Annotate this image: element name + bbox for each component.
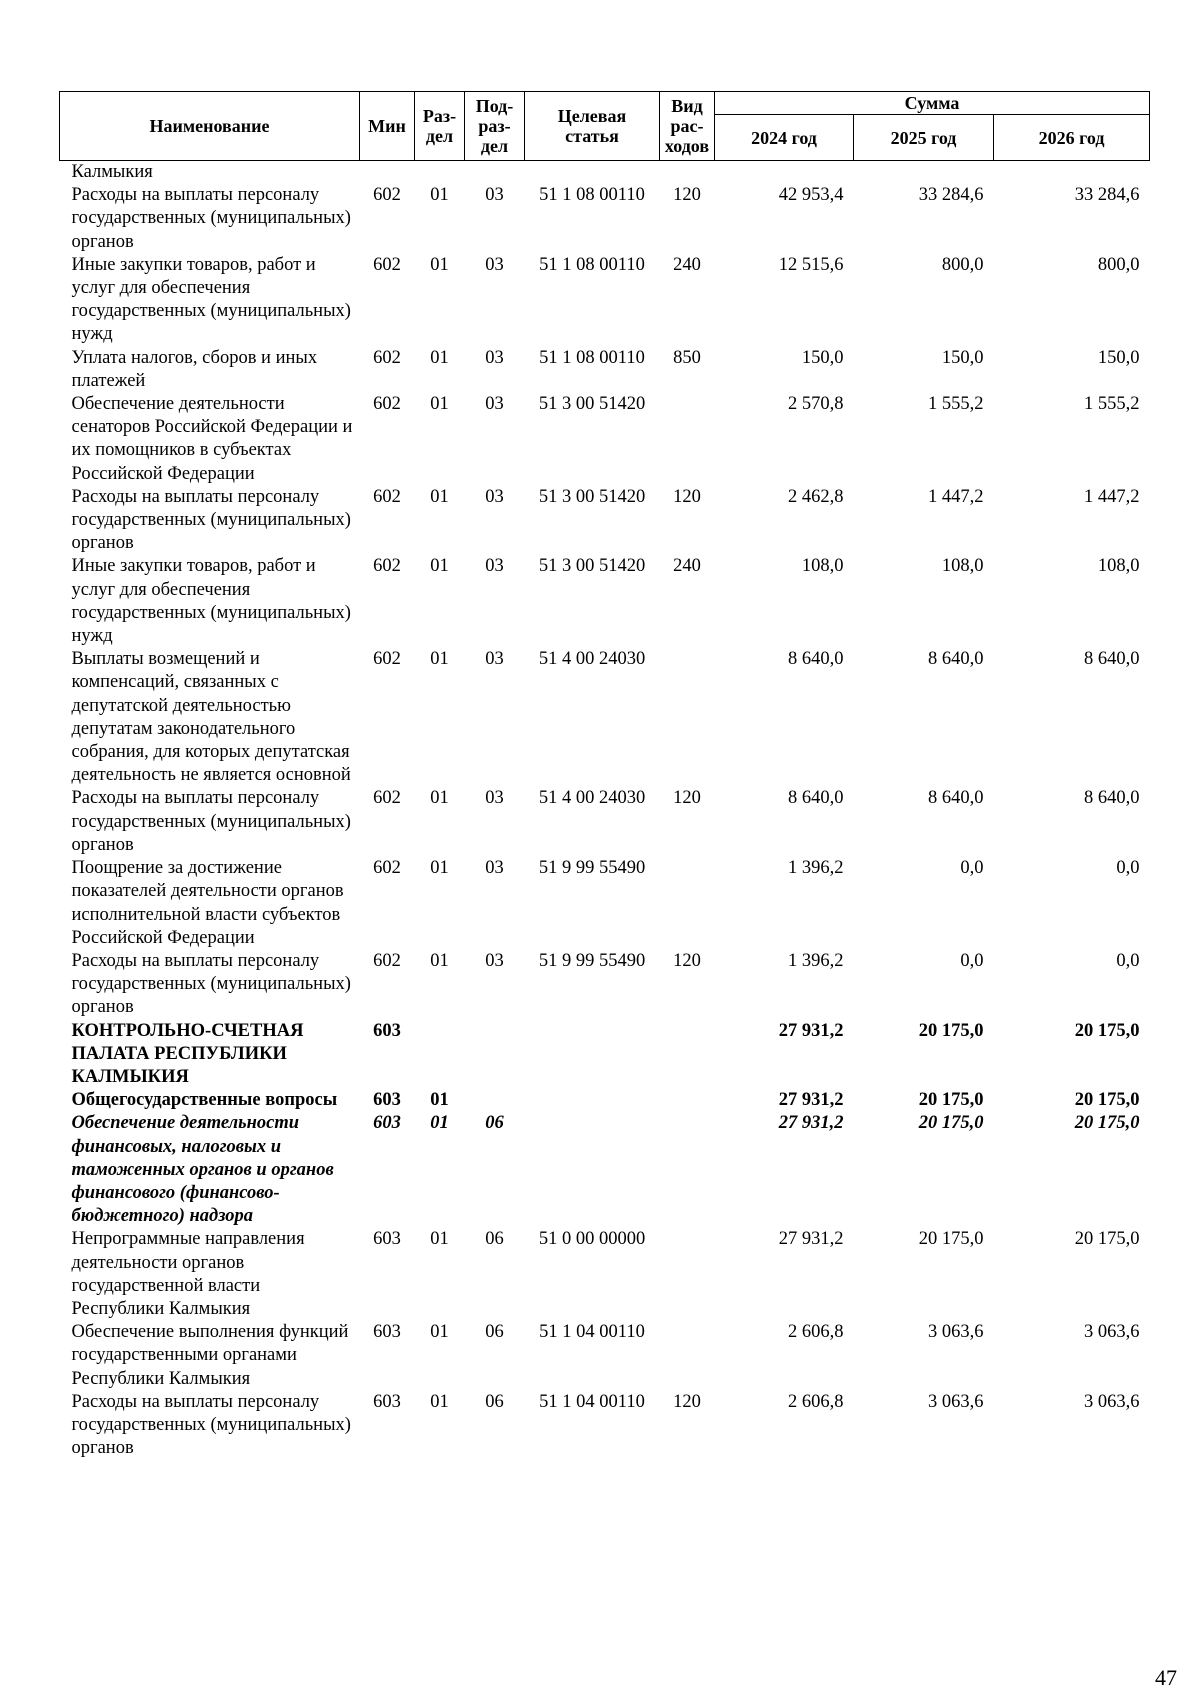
row-sum-2024: 2 462,8	[788, 486, 844, 507]
row-celevaya-statya: 51 3 00 51420	[538, 556, 646, 577]
table-row	[60, 950, 1150, 1020]
row-name: Расходы на выплаты персоналу государственных (муниципальных) органов	[71, 788, 351, 855]
row-name: Иные закупки товаров, работ и услуг для обеспечения государственных (муниципальных) нужд	[71, 556, 351, 647]
row-vid-raskhodov	[660, 1228, 715, 1321]
row-sum-2026: 1 555,2	[1084, 394, 1140, 415]
row-sum-2026: 20 175,0	[1074, 1229, 1140, 1250]
row-vid-raskhodov: 240	[673, 556, 701, 577]
table-row	[60, 787, 1150, 857]
row-sum-2025: 800,0	[941, 254, 984, 275]
row-sum-2024: 27 931,2	[778, 1229, 844, 1250]
row-razdel: 01	[430, 858, 449, 879]
row-sum-2024: 8 640,0	[788, 649, 844, 670]
header-podrazdel: Под- раз- дел	[465, 92, 525, 161]
row-celevaya-statya: 51 4 00 24030	[538, 649, 646, 670]
header-name: Наименование	[60, 92, 360, 161]
row-name: Расходы на выплаты персоналу государственных (муниципальных) органов	[71, 486, 351, 554]
row-vid-raskhodov	[660, 857, 715, 950]
table-row	[60, 254, 1150, 347]
row-sum-2024: 27 931,2	[778, 1113, 844, 1134]
row-min: 603	[373, 1229, 401, 1250]
row-sum-2026: 8 640,0	[1084, 788, 1140, 809]
row-celevaya-statya: 51 1 08 00110	[539, 347, 645, 368]
table-row	[60, 1321, 1150, 1391]
row-podrazdel: 06	[485, 1391, 504, 1412]
row-sum-2026: 0,0	[1116, 858, 1140, 879]
row-min: 602	[373, 858, 401, 879]
row-sum-2024	[715, 161, 854, 185]
row-sum-2024: 27 931,2	[778, 1090, 844, 1111]
row-min: 603	[373, 1322, 401, 1343]
row-celevaya-statya: 51 1 04 00110	[539, 1391, 645, 1412]
row-vid-raskhodov	[660, 1089, 715, 1112]
table-row	[60, 555, 1150, 648]
row-sum-2026: 3 063,6	[1084, 1391, 1140, 1412]
row-razdel: 01	[430, 394, 449, 415]
row-sum-2025: 8 640,0	[928, 649, 984, 670]
row-sum-2025: 33 284,6	[918, 185, 984, 206]
row-celevaya-statya: 51 1 08 00110	[539, 254, 645, 275]
header-vid-raskhodov: Вид рас- ходов	[660, 92, 715, 161]
row-podrazdel: 03	[485, 185, 504, 206]
row-vid-raskhodov	[660, 1112, 715, 1228]
row-razdel: 01	[430, 486, 449, 507]
header-razdel: Раз- дел	[415, 92, 465, 161]
row-celevaya-statya: 51 4 00 24030	[538, 788, 646, 809]
row-min: 602	[373, 185, 401, 206]
row-podrazdel: 03	[485, 858, 504, 879]
row-razdel: 01	[430, 347, 449, 368]
row-sum-2026: 1 447,2	[1084, 486, 1140, 507]
row-sum-2025: 150,0	[941, 347, 984, 368]
row-sum-2025: 20 175,0	[918, 1113, 984, 1134]
row-min: 602	[373, 254, 401, 275]
row-sum-2024: 2 606,8	[788, 1391, 844, 1412]
row-sum-2026: 20 175,0	[1074, 1020, 1140, 1041]
row-vid-raskhodov	[660, 161, 715, 185]
row-vid-raskhodov: 120	[673, 486, 701, 507]
row-vid-raskhodov	[660, 648, 715, 787]
table-header	[60, 92, 1150, 161]
row-podrazdel: 03	[485, 486, 504, 507]
row-vid-raskhodov: 120	[673, 1391, 701, 1412]
row-min: 602	[373, 649, 401, 670]
row-min: 602	[373, 556, 401, 577]
row-sum-2024: 2 570,8	[788, 394, 844, 415]
table-row	[60, 1112, 1150, 1228]
row-name: Поощрение за достижение показателей деятельности органов исполнительной власти субъектов Российской Федерации	[71, 858, 344, 948]
row-name: Расходы на выплаты персоналу государственных (муниципальных) органов	[71, 1391, 351, 1459]
row-min: 602	[373, 347, 401, 368]
header-2024: 2024 год	[715, 115, 854, 161]
row-min: 602	[373, 950, 401, 971]
row-vid-raskhodov	[660, 1321, 715, 1391]
row-vid-raskhodov: 850	[673, 347, 701, 368]
table-row	[60, 184, 1150, 254]
row-sum-2026: 8 640,0	[1084, 649, 1140, 670]
row-sum-2024: 1 396,2	[788, 858, 844, 879]
row-podrazdel: 03	[485, 254, 504, 275]
row-name: КОНТРОЛЬНО-СЧЕТНАЯ ПАЛАТА РЕСПУБЛИКИ КАЛМЫКИЯ	[71, 1020, 304, 1087]
table-row	[60, 1020, 1150, 1090]
row-sum-2026: 150,0	[1097, 347, 1140, 368]
row-name: Расходы на выплаты персоналу государственных (муниципальных) органов	[71, 950, 351, 1018]
row-sum-2026: 33 284,6	[1074, 185, 1140, 206]
row-sum-2024: 42 953,4	[778, 185, 844, 206]
row-min: 602	[373, 486, 401, 507]
row-name: Иные закупки товаров, работ и услуг для обеспечения государственных (муниципальных) нужд	[71, 254, 351, 345]
row-sum-2024: 2 606,8	[788, 1322, 844, 1343]
row-name: Расходы на выплаты персоналу государственных (муниципальных) органов	[71, 185, 351, 252]
table-row	[60, 1391, 1150, 1461]
row-min: 603	[373, 1090, 401, 1111]
row-sum-2024: 12 515,6	[778, 254, 844, 275]
row-vid-raskhodov: 120	[673, 788, 701, 809]
row-sum-2025: 3 063,6	[928, 1322, 984, 1343]
row-razdel: 01	[430, 1322, 449, 1343]
row-sum-2024: 8 640,0	[788, 788, 844, 809]
row-podrazdel: 03	[485, 347, 504, 368]
row-celevaya-statya: 51 1 08 00110	[539, 185, 645, 206]
table-row	[60, 1089, 1150, 1112]
row-vid-raskhodov: 240	[673, 254, 701, 275]
row-celevaya-statya	[525, 1089, 660, 1112]
budget-table	[59, 91, 1150, 1460]
row-name: Общегосударственные вопросы	[71, 1090, 338, 1111]
row-sum-2026: 108,0	[1097, 556, 1140, 577]
row-razdel	[415, 161, 465, 185]
row-sum-2026: 0,0	[1116, 950, 1140, 971]
row-razdel: 01	[430, 950, 449, 971]
table-row	[60, 1228, 1150, 1321]
header-celevaya-statya: Целевая статья	[525, 92, 660, 161]
row-vid-raskhodov: 120	[673, 185, 701, 206]
row-sum-2025: 20 175,0	[918, 1090, 984, 1111]
row-min: 602	[373, 788, 401, 809]
row-sum-2025: 108,0	[941, 556, 984, 577]
table-row	[60, 161, 1150, 185]
row-celevaya-statya: 51 1 04 00110	[539, 1322, 645, 1343]
row-name: Обеспечение деятельности финансовых, налоговых и таможенных органов и органов финансового (финансово-бюджетного) надзора	[71, 1113, 334, 1227]
row-min: 603	[373, 1113, 401, 1134]
header-2025: 2025 год	[854, 115, 994, 161]
header-summa: Сумма	[715, 92, 1150, 115]
row-podrazdel	[465, 161, 525, 185]
row-podrazdel: 06	[485, 1113, 504, 1134]
row-razdel: 01	[430, 1229, 449, 1250]
row-sum-2026: 20 175,0	[1074, 1113, 1140, 1134]
row-sum-2025: 0,0	[960, 950, 984, 971]
row-celevaya-statya: 51 9 99 55490	[538, 950, 646, 971]
row-sum-2024: 27 931,2	[778, 1020, 844, 1041]
row-name: Непрограммные направления деятельности органов государственной власти Республики Калмыкия	[71, 1229, 305, 1319]
row-name: Обеспечение выполнения функций государственными органами Республики Калмыкия	[71, 1322, 349, 1389]
row-celevaya-statya	[525, 161, 660, 185]
row-podrazdel: 03	[485, 556, 504, 577]
row-min: 602	[373, 394, 401, 415]
row-sum-2026: 800,0	[1097, 254, 1140, 275]
row-razdel: 01	[430, 185, 449, 206]
row-sum-2025: 20 175,0	[918, 1229, 984, 1250]
row-name: Выплаты возмещений и компенсаций, связанных с депутатской деятельностью депутатам законодательного собрания, для которых депутатская деятельность не является основной	[71, 649, 351, 786]
row-celevaya-statya: 51 3 00 51420	[538, 486, 646, 507]
row-razdel: 01	[430, 788, 449, 809]
row-podrazdel: 03	[485, 950, 504, 971]
row-podrazdel: 06	[485, 1229, 504, 1250]
row-vid-raskhodov	[660, 393, 715, 486]
row-min: 603	[373, 1391, 401, 1412]
table-row	[60, 648, 1150, 787]
table-row	[60, 857, 1150, 950]
page-number: 47	[1155, 1665, 1177, 1690]
row-razdel: 01	[430, 1113, 449, 1134]
budget-document-page	[59, 91, 1177, 1690]
row-min: 603	[373, 1020, 401, 1041]
table-row	[60, 393, 1150, 486]
row-name: Калмыкия	[71, 162, 153, 182]
row-sum-2025: 20 175,0	[918, 1020, 984, 1041]
row-podrazdel: 03	[485, 788, 504, 809]
row-sum-2025: 1 447,2	[928, 486, 984, 507]
row-celevaya-statya: 51 9 99 55490	[538, 858, 646, 879]
header-min: Мин	[360, 92, 415, 161]
row-sum-2026: 3 063,6	[1084, 1322, 1140, 1343]
row-sum-2024: 1 396,2	[788, 950, 844, 971]
row-razdel: 01	[430, 1090, 449, 1111]
row-podrazdel: 03	[485, 649, 504, 670]
row-sum-2025: 1 555,2	[928, 394, 984, 415]
row-sum-2025	[854, 161, 994, 185]
table-row	[60, 486, 1150, 556]
row-podrazdel	[465, 1020, 525, 1090]
table-row	[60, 347, 1150, 393]
row-name: Обеспечение деятельности сенаторов Российской Федерации и их помощников в субъектах Российской Федерации	[71, 394, 353, 484]
row-vid-raskhodov	[660, 1020, 715, 1090]
row-razdel: 01	[430, 556, 449, 577]
row-celevaya-statya	[525, 1020, 660, 1090]
row-celevaya-statya: 51 3 00 51420	[538, 394, 646, 415]
row-sum-2025: 8 640,0	[928, 788, 984, 809]
row-sum-2025: 3 063,6	[928, 1391, 984, 1412]
row-podrazdel	[465, 1089, 525, 1112]
row-sum-2024: 150,0	[801, 347, 844, 368]
header-2026: 2026 год	[994, 115, 1150, 161]
row-celevaya-statya: 51 0 00 00000	[538, 1229, 646, 1250]
row-podrazdel: 06	[485, 1322, 504, 1343]
row-razdel: 01	[430, 1391, 449, 1412]
row-razdel: 01	[430, 649, 449, 670]
row-razdel: 01	[430, 254, 449, 275]
row-sum-2024: 108,0	[801, 556, 844, 577]
row-name: Уплата налогов, сборов и иных платежей	[71, 347, 318, 391]
table-body	[60, 161, 1150, 1461]
row-podrazdel: 03	[485, 394, 504, 415]
row-vid-raskhodov: 120	[673, 950, 701, 971]
row-celevaya-statya	[525, 1112, 660, 1228]
row-sum-2026: 20 175,0	[1074, 1090, 1140, 1111]
row-sum-2025: 0,0	[960, 858, 984, 879]
row-razdel	[415, 1020, 465, 1090]
row-sum-2026	[994, 161, 1150, 185]
row-min	[360, 161, 415, 185]
